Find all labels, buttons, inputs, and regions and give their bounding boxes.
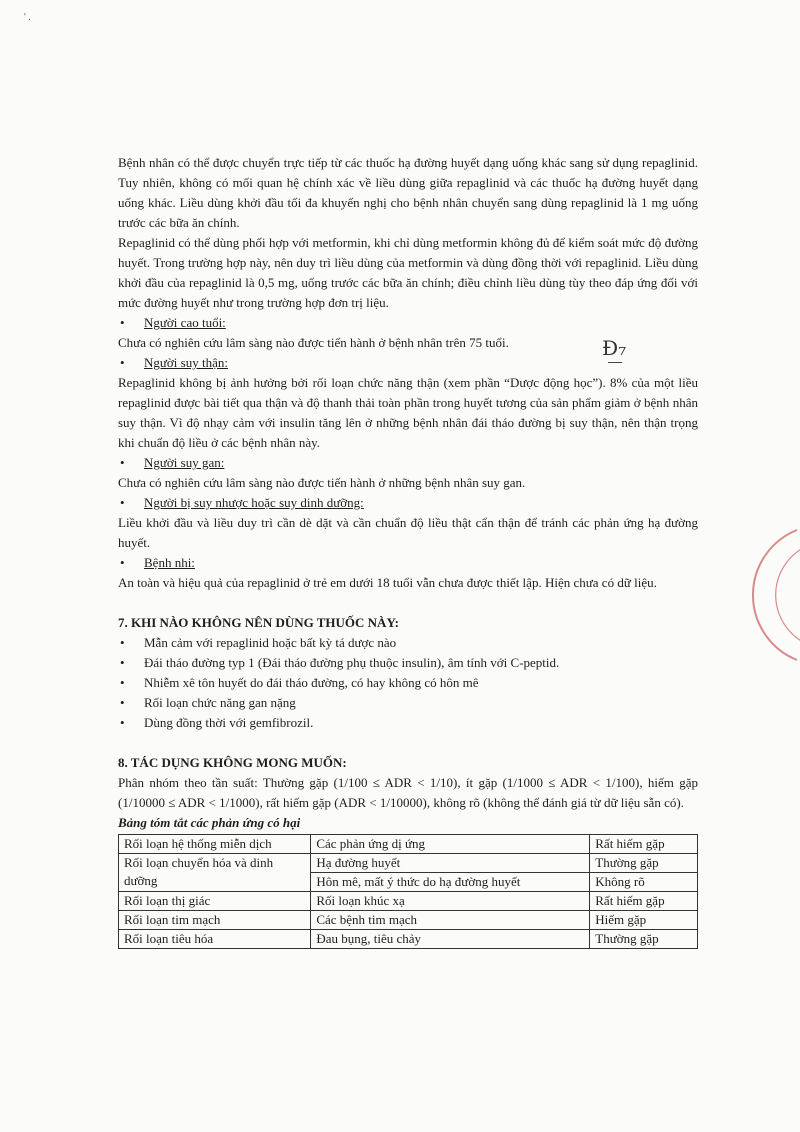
table-cell-reaction: Các bệnh tim mạch — [311, 911, 590, 930]
table-cell-system: Rối loạn hệ thống miễn dịch — [119, 835, 311, 854]
table-cell-frequency: Rất hiếm gặp — [590, 892, 698, 911]
table-cell-frequency: Hiếm gặp — [590, 911, 698, 930]
table-caption: Bảng tóm tắt các phản ứng có hại — [118, 815, 301, 830]
contraindication-item: • Rối loạn chức năng gan nặng — [120, 695, 296, 710]
section-7-title: 7. KHI NÀO KHÔNG NÊN DÙNG THUỐC NÀY: — [118, 615, 399, 630]
table-cell-system: Rối loạn tiêu hóa — [119, 930, 311, 949]
section-8-intro: Phân nhóm theo tần suất: Thường gặp (1/100 ≤ ADR < 1/10), ít gặp (1/1000 ≤ ADR < 1/100), hiếm gặp (1/10000 ≤ ADR < 1/1000), rất hiếm gặp (ADR < 1/10000), không rõ (không thể đánh giá từ dữ liệu sẵn có). — [118, 775, 698, 810]
population-text-elderly: Chưa có nghiên cứu lâm sàng nào được tiến hành ở bệnh nhân trên 75 tuổi. — [118, 335, 509, 350]
table-row — [119, 835, 698, 854]
table-cell-system: Rối loạn thị giác — [119, 892, 311, 911]
table-cell-system: Rối loạn tim mạch — [119, 911, 311, 930]
contraindication-item: • Dùng đồng thời với gemfibrozil. — [120, 715, 314, 730]
table-row — [119, 911, 698, 930]
section-8-title: 8. TÁC DỤNG KHÔNG MONG MUỐN: — [118, 755, 347, 770]
table-cell-frequency: Thường gặp — [590, 854, 698, 873]
population-heading-malnourished: • Người bị suy nhược hoặc suy dinh dưỡng: — [120, 495, 364, 510]
contraindication-item: • Nhiễm xê tôn huyết do đái tháo đường, có hay không có hôn mê — [120, 675, 479, 690]
population-text-pediatric: An toàn và hiệu quả của repaglinid ở trẻ em dưới 18 tuổi vẫn chưa được thiết lập. Hiện chưa có dữ liệu. — [118, 575, 657, 590]
contraindication-item: • Đái tháo đường typ 1 (Đái tháo đường phụ thuộc insulin), âm tính với C-peptid. — [120, 655, 560, 670]
table-row — [119, 930, 698, 949]
table-cell-reaction: Rối loạn khúc xạ — [311, 892, 590, 911]
adverse-reactions-table — [118, 834, 698, 949]
table-cell-frequency: Thường gặp — [590, 930, 698, 949]
population-heading-pediatric: • Bệnh nhi: — [120, 555, 195, 570]
population-heading-elderly: • Người cao tuổi: — [120, 315, 226, 330]
stamp-icon — [752, 520, 800, 670]
table-cell-frequency: Rất hiếm gặp — [590, 835, 698, 854]
scan-marks: ' . — [24, 12, 31, 23]
population-text-renal: Repaglinid không bị ảnh hưởng bởi rối loạn chức năng thận (xem phần “Dược động học”). 8% của một liều repaglinid được bài tiết qua thận và độ thanh thải toàn phần trong huyết tương của sản phẩm giảm ở bệnh nhân suy thận. Vì độ nhạy cảm với insulin tăng lên ở những bệnh nhân đái tháo đường bị suy thận, nên thận trọng khi chuẩn độ liều ở các bệnh nhân này. — [118, 375, 698, 450]
population-text-hepatic: Chưa có nghiên cứu lâm sàng nào được tiến hành ở những bệnh nhân suy gan. — [118, 475, 526, 490]
contraindication-item: • Mẫn cảm với repaglinid hoặc bất kỳ tá dược nào — [120, 635, 397, 650]
handwritten-initials: Đ₇ — [602, 336, 627, 360]
table-cell-reaction: Đau bụng, tiêu chảy — [311, 930, 590, 949]
table-cell-reaction: Các phản ứng dị ứng — [311, 835, 590, 854]
population-text-malnourished: Liều khởi đầu và liều duy trì cần dè dặt và cần chuẩn độ liều thật cẩn thận để tránh các phản ứng hạ đường huyết. — [118, 515, 698, 550]
table-row — [119, 854, 698, 873]
table-cell-reaction: Hạ đường huyết — [311, 854, 590, 873]
document-body — [118, 153, 698, 949]
intro-paragraph-1: Bệnh nhân có thể được chuyển trực tiếp từ các thuốc hạ đường huyết dạng uống khác sang sử dụng repaglinid. Tuy nhiên, không có mối quan hệ chính xác về liều dùng giữa repaglinid và các thuốc hạ đường huyết dạng uống khác. Liều dùng khởi đầu tối đa khuyến nghị cho bệnh nhân chuyển sang dùng repaglinid là 1 mg uống trước các bữa ăn chính. — [118, 155, 698, 230]
population-heading-hepatic: • Người suy gan: — [120, 455, 225, 470]
population-heading-renal: • Người suy thận: — [120, 355, 228, 370]
table-cell-system: Rối loạn chuyển hóa và dinh dưỡng — [119, 854, 311, 892]
table-cell-frequency: Không rõ — [590, 873, 698, 892]
table-row — [119, 892, 698, 911]
table-cell-reaction: Hôn mê, mất ý thức do hạ đường huyết — [311, 873, 590, 892]
intro-paragraph-2: Repaglinid có thể dùng phối hợp với metformin, khi chỉ dùng metformin không đủ để kiểm soát mức độ đường huyết. Trong trường hợp này, nên duy trì liều dùng của metformin và dùng đồng thời với repaglinid. Liều dùng khởi đầu của repaglinid là 0,5 mg, uống trước các bữa ăn chính; điều chỉnh liều dùng tùy theo đáp ứng đối với mức đường huyết như trong trường hợp đơn trị liệu. — [118, 235, 698, 310]
